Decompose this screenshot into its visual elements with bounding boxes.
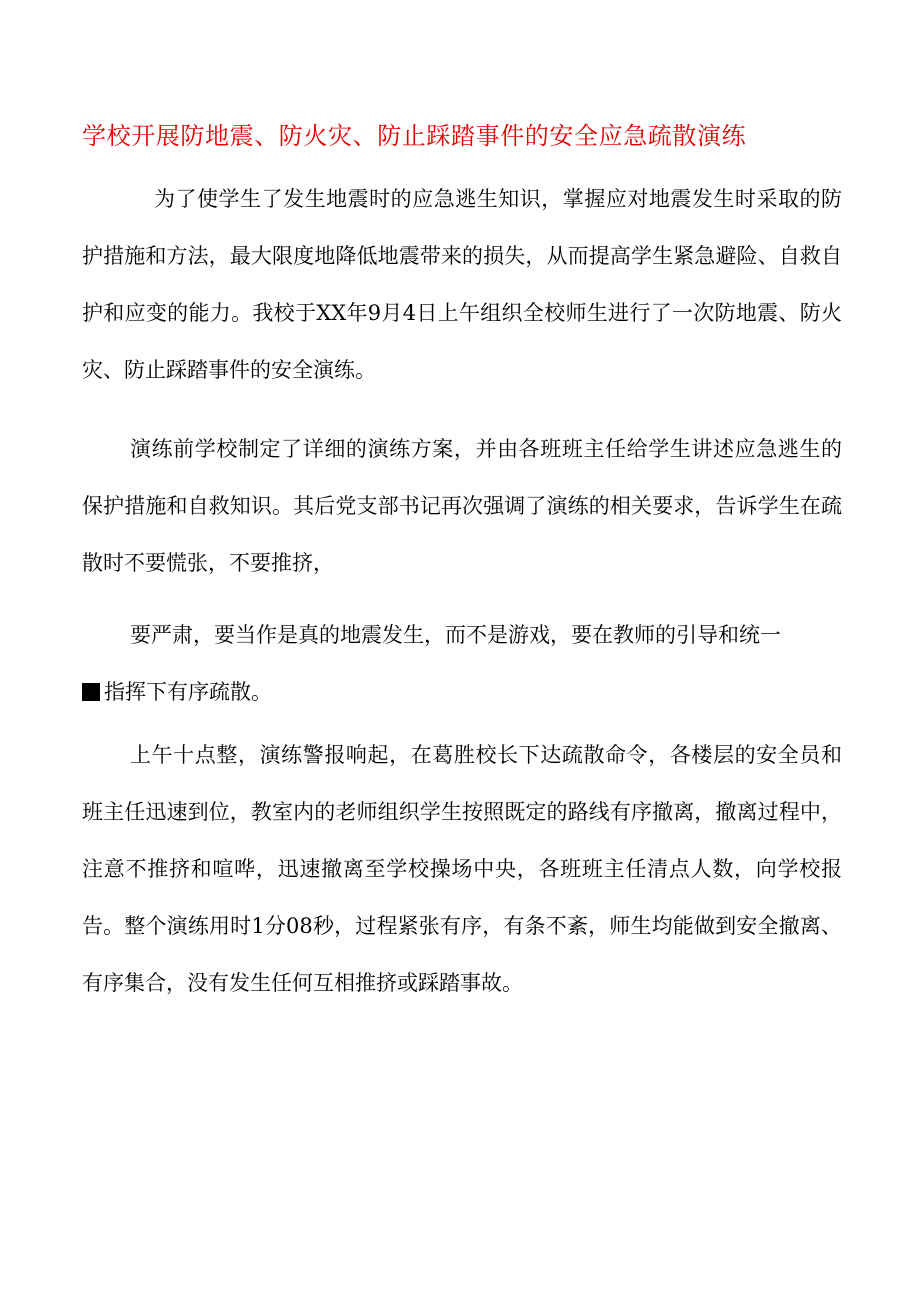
paragraph-intro: 为了使学生了发生地震时的应急逃生知识，掌握应对地震发生时采取的防护措施和方法，最大限度地降低地震带来的损失，从而提高学生紧急避险、自救自护和应变的能力。我校于XX年9月4日上午组织全校师生进行了一次防地震、防火灾、防止踩踏事件的安全演练。 <box>82 187 842 382</box>
square-bullet-icon <box>82 683 100 701</box>
paragraph-preparation: 演练前学校制定了详细的演练方案，并由各班班主任给学生讲述应急逃生的保护措施和自救知识。其后党支部书记再次强调了演练的相关要求，告诉学生在疏散时不要慌张，不要推挤， <box>82 437 842 575</box>
paragraph-instruction-line2 <box>82 664 842 721</box>
paragraph-instruction <box>82 607 842 721</box>
paragraph-drill-process: 上午十点整，演练警报响起，在葛胜校长下达疏散命令，各楼层的安全员和班主任迅速到位，教室内的老师组织学生按照既定的路线有序撤离，撤离过程中，注意不推挤和喧哗，迅速撤离至学校操场中央，各班班主任清点人数，向学校报告。整个演练用时1分08秒，过程紧张有序，有条不紊，师生均能做到安全撤离、有序集合，没有发生任何互相推挤或踩踏事故。 <box>82 743 842 995</box>
paragraph-instruction-line1: 要严肃，要当作是真的地震发生，而不是游戏，要在教师的引导和统一 <box>130 623 781 647</box>
paragraph-instruction-line2-text: 指挥下有序疏散。 <box>104 680 272 704</box>
document-title: 学校开展防地震、防火灾、防止踩踏事件的安全应急疏散演练 <box>82 122 747 150</box>
